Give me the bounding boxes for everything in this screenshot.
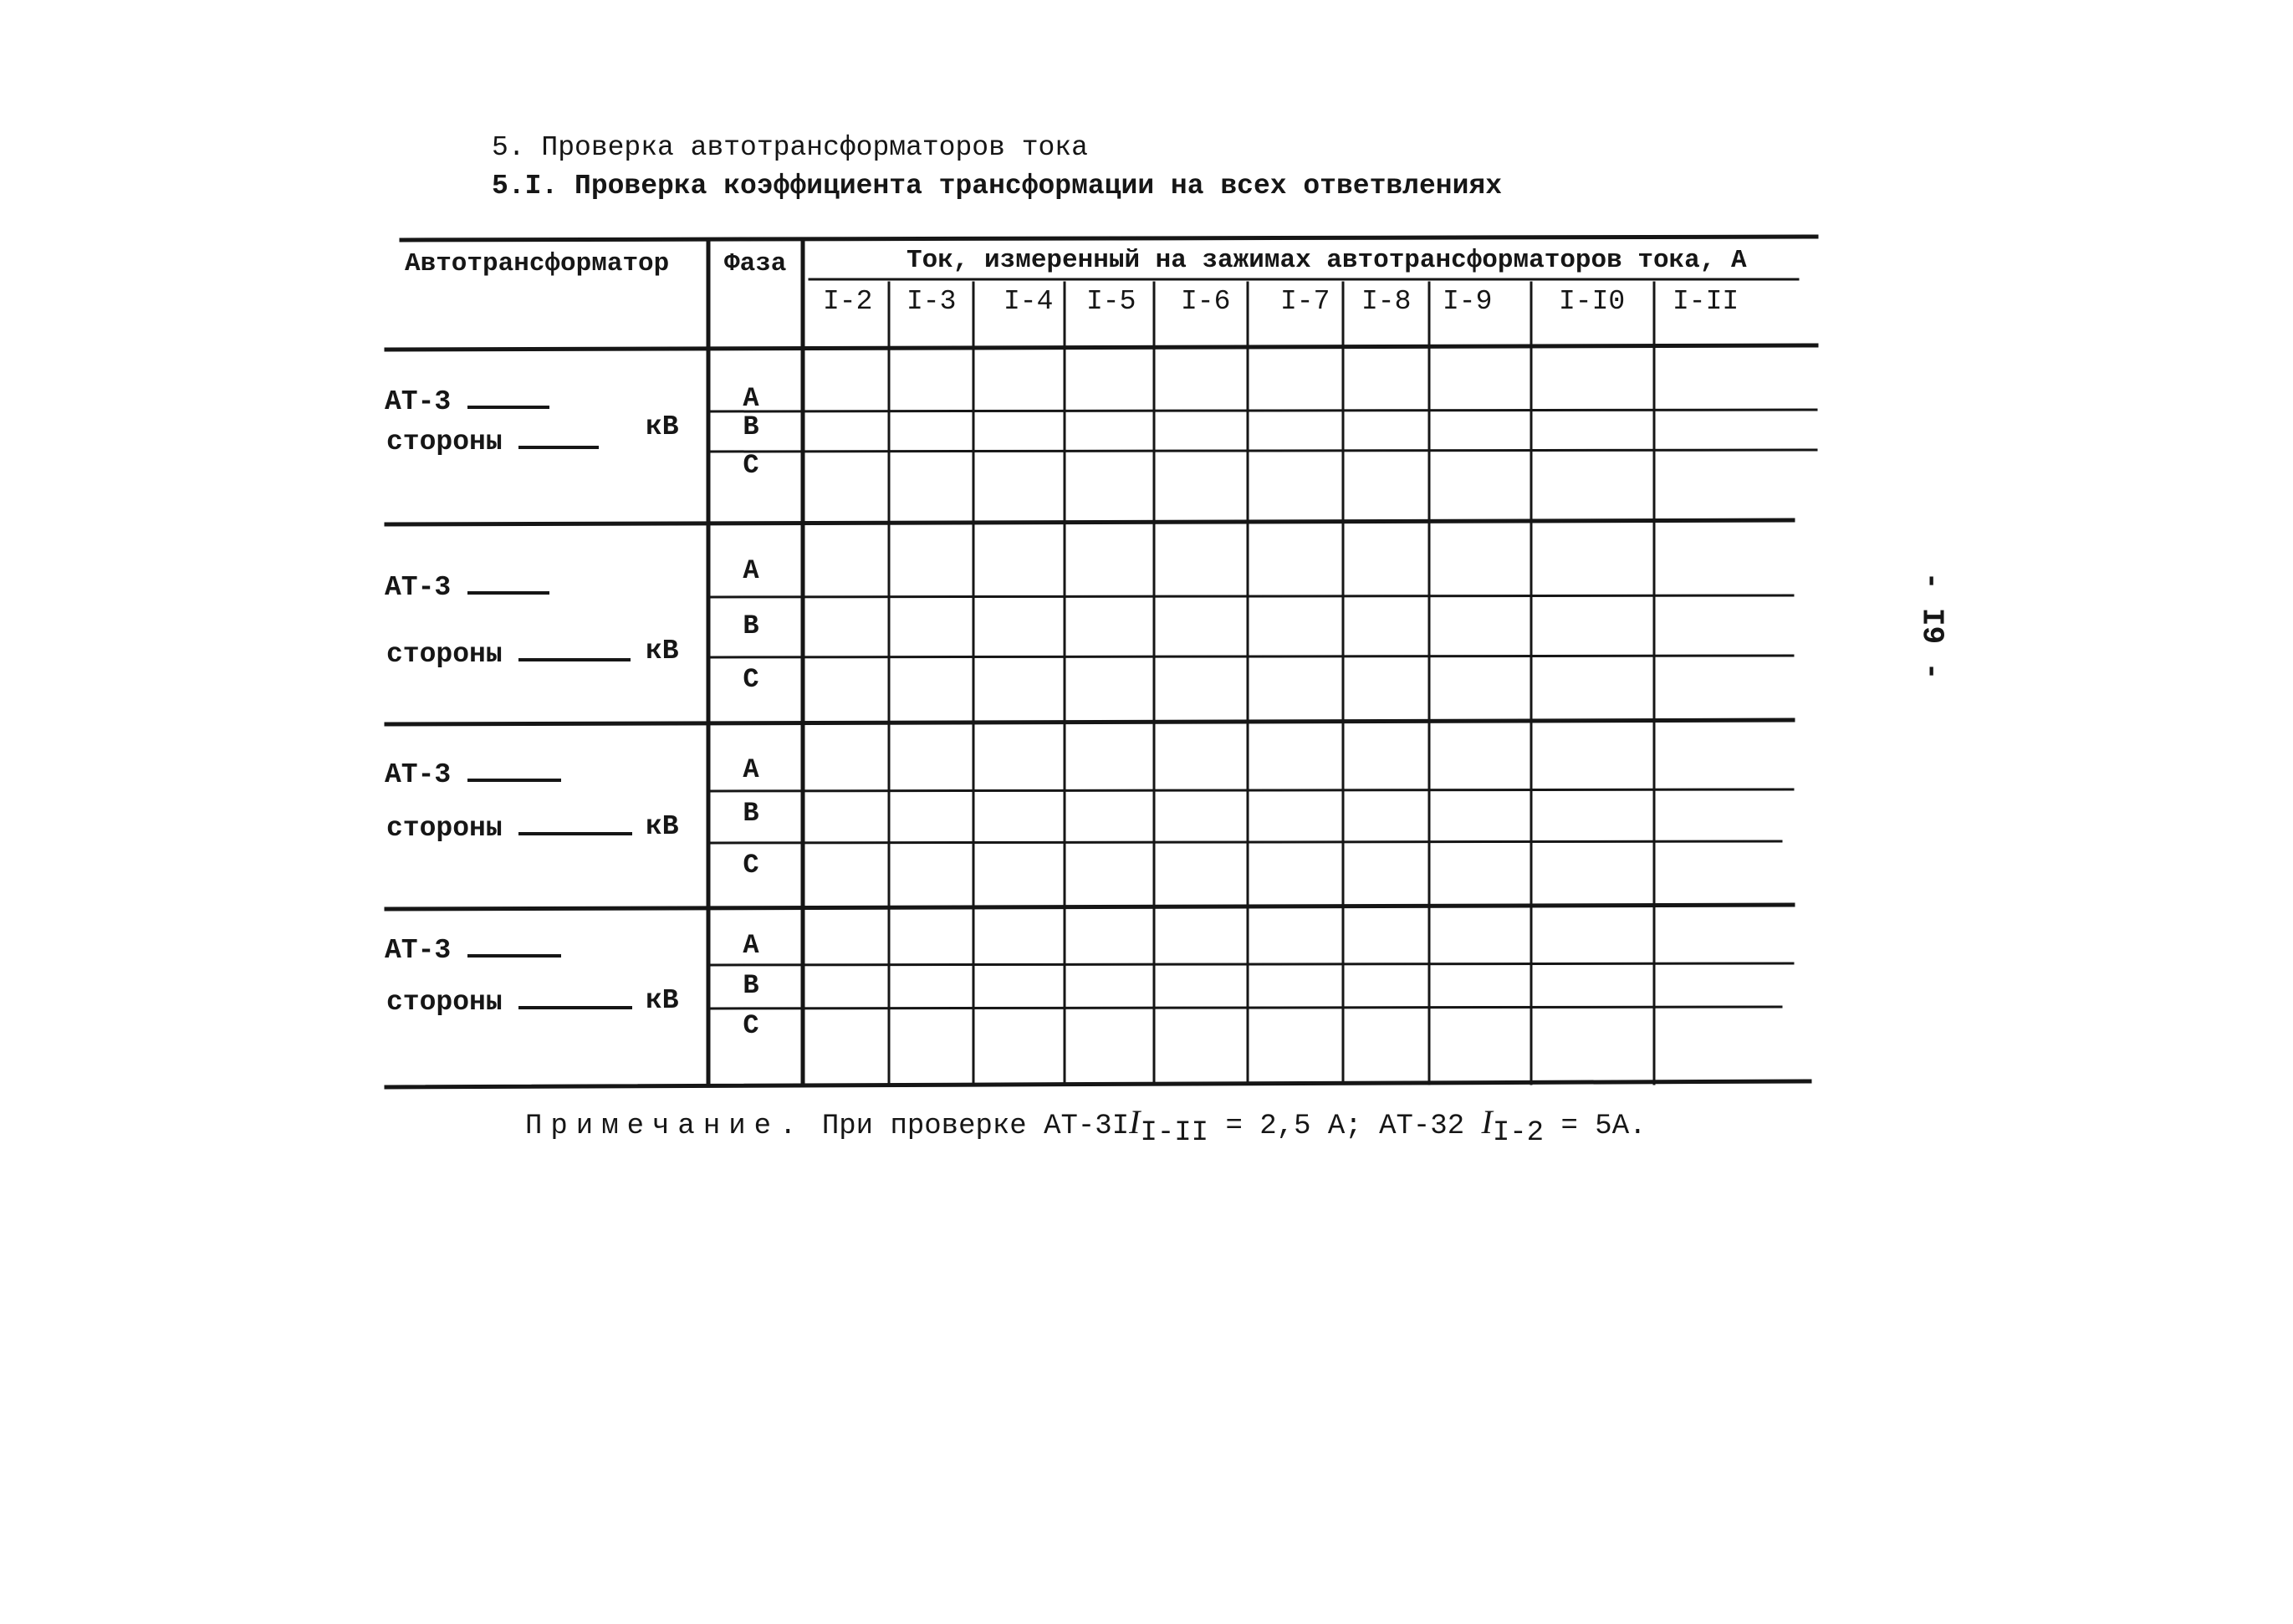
tap-header-1-4: I-4 [1004,286,1054,317]
note-subscript-1: I-II [1140,1117,1209,1149]
autotransformer-column-header: Автотрансформатор [405,249,670,278]
section-heading: 5. Проверка автотрансформаторов тока [492,132,1088,163]
note-label: Примечание. [525,1111,805,1142]
group-4-phase-c: С [743,1010,759,1041]
tap-header-1-5: I-5 [1086,286,1136,317]
table-top-rule [401,237,1816,240]
group-3-phase-c: С [743,850,759,881]
group-4-unit: кВ [646,985,679,1016]
tap-header-1-10: I-I0 [1559,286,1626,317]
group-4-name: АТ-3 [385,935,561,966]
group-1-unit: кВ [646,411,679,442]
note-text-1: При проверке АТ-3I [821,1111,1130,1142]
group-3-unit: кВ [646,811,679,842]
note-current-symbol-1: I [1129,1103,1141,1141]
phase-line [709,789,1793,791]
phase-line [709,841,1781,843]
group-2-name: АТ-3 [385,572,549,603]
group-3-phase-b: В [743,798,759,829]
group-3-name: АТ-3 [385,759,561,790]
group-2-side: стороны [386,639,631,670]
tap-header-1-6: I-6 [1181,286,1231,317]
table-note [525,1102,1647,1149]
group-3-bottom-rule [386,905,1793,909]
group-4-phase-a: А [743,930,759,961]
tap-header-1-9: I-9 [1443,286,1493,317]
group-1-side: стороны [386,426,599,457]
current-column-header: Ток, измеренный на зажимах автотрансформаторов тока, А [906,246,1747,275]
phase-line [709,1007,1781,1009]
phase-line [709,595,1793,597]
group-2-phase-c: С [743,664,759,695]
tap-header-1-3: I-3 [906,286,957,317]
subsection-heading: 5.I. Проверка коэффициента трансформации на всех ответвлениях [492,171,1502,202]
note-value-2: = 5А. [1560,1111,1647,1142]
group-1-bottom-rule [386,520,1793,524]
phase-line [709,656,1793,657]
tap-header-1-8: I-8 [1361,286,1412,317]
group-3-side: стороны [386,813,632,844]
table-bottom-rule [386,1081,1810,1087]
note-value-1: = 2,5 А; АТ-32 [1225,1111,1465,1142]
group-1-phase-a: А [743,383,759,414]
note-current-symbol-2: I [1481,1103,1493,1141]
header-bottom-rule [386,345,1816,350]
tap-header-1-11: I-II [1673,286,1739,317]
group-2-bottom-rule [386,720,1793,724]
phase-column-header: Фаза [724,249,787,278]
group-2-phase-b: В [743,610,759,641]
group-3-phase-a: А [743,754,759,785]
note-subscript-2: I-2 [1492,1117,1545,1149]
phase-line [709,410,1816,411]
group-4-side: стороны [386,987,632,1018]
group-1-name: АТ-3 [385,386,549,417]
group-1-phase-c: С [743,450,759,481]
group-2-unit: кВ [646,636,679,666]
tap-header-1-2: I-2 [823,286,873,317]
tap-header-1-7: I-7 [1280,286,1330,317]
group-2-phase-a: А [743,555,759,586]
phase-line [709,963,1793,965]
group-4-phase-b: В [743,970,759,1001]
phase-line [709,450,1816,452]
group-1-phase-b: В [743,411,759,442]
